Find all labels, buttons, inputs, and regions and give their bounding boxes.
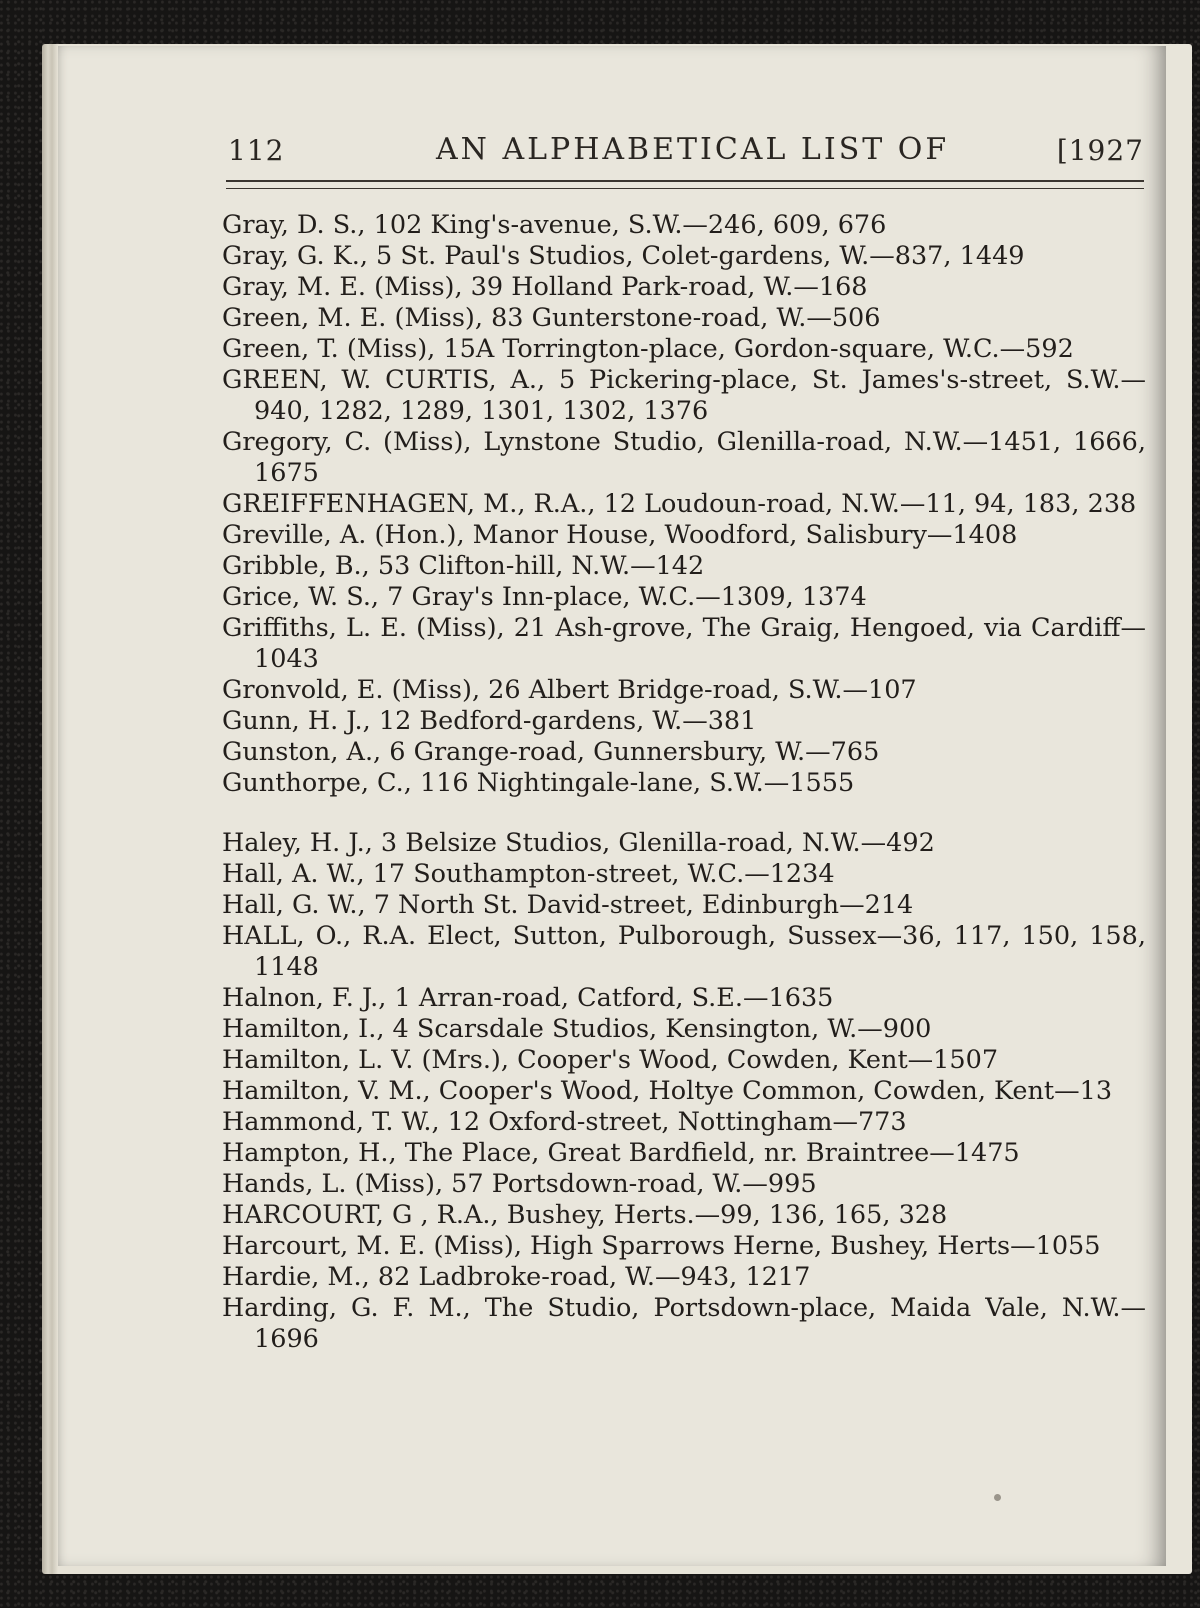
list-item: Hamilton, V. M., Cooper's Wood, Holtye Common, Cowden, Kent—13: [222, 1076, 1113, 1106]
list-item: Hamilton, I., 4 Scarsdale Studios, Kensington, W.—900: [222, 1014, 932, 1044]
list-item: Gribble, B., 53 Clifton-hill, N.W.—142: [222, 551, 705, 581]
list-item: Gunthorpe, C., 116 Nightingale-lane, S.W.—1555: [222, 768, 855, 798]
list-item: Gunston, A., 6 Grange-road, Gunnersbury, W.—765: [222, 737, 880, 767]
list-item: GREEN, W. CURTIS, A., 5 Pickering-place, St. James's-street, S.W.—940, 1282, 1289, 1301, 1302, 1376: [222, 365, 1146, 426]
list-item: Halnon, F. J., 1 Arran-road, Catford, S.E.—1635: [222, 983, 834, 1013]
list-item: HARCOURT, G , R.A., Bushey, Herts.—99, 136, 165, 328: [222, 1200, 948, 1230]
list-item: Hall, A. W., 17 Southampton-street, W.C.—1234: [222, 859, 835, 889]
list-item: Gray, G. K., 5 St. Paul's Studios, Colet-gardens, W.—837, 1449: [222, 241, 1025, 271]
list-item: GREIFFENHAGEN, M., R.A., 12 Loudoun-road, N.W.—11, 94, 183, 238: [222, 489, 1137, 519]
list-item: Greville, A. (Hon.), Manor House, Woodford, Salisbury—1408: [222, 520, 1018, 550]
section-gap: [222, 799, 1146, 828]
section-g: [222, 210, 1146, 799]
list-item: Gronvold, E. (Miss), 26 Albert Bridge-road, S.W.—107: [222, 675, 917, 705]
list-item: Hamilton, L. V. (Mrs.), Cooper's Wood, Cowden, Kent—1507: [222, 1045, 999, 1075]
directory-entries: [222, 210, 1146, 1355]
running-header: [226, 130, 1144, 174]
list-item: Gunn, H. J., 12 Bedford-gardens, W.—381: [222, 706, 757, 736]
list-item: Griffiths, L. E. (Miss), 21 Ash-grove, The Graig, Hengoed, via Cardiff—1043: [222, 613, 1146, 674]
list-item: Hands, L. (Miss), 57 Portsdown-road, W.—995: [222, 1169, 817, 1199]
header-rule: [226, 180, 1144, 182]
list-item: Hall, G. W., 7 North St. David-street, Edinburgh—214: [222, 890, 914, 920]
page-speck: [994, 1494, 1001, 1501]
list-item: Harding, G. F. M., The Studio, Portsdown-place, Maida Vale, N.W.—1696: [222, 1293, 1146, 1354]
list-item: Hampton, H., The Place, Great Bardfield, nr. Braintree—1475: [222, 1138, 1020, 1168]
list-item: Harcourt, M. E. (Miss), High Sparrows Herne, Bushey, Herts—1055: [222, 1231, 1101, 1261]
list-item: Green, T. (Miss), 15A Torrington-place, Gordon-square, W.C.—592: [222, 334, 1074, 364]
list-item: Hammond, T. W., 12 Oxford-street, Nottingham—773: [222, 1107, 907, 1137]
running-title: AN ALPHABETICAL LIST OF: [436, 132, 950, 167]
list-item: Grice, W. S., 7 Gray's Inn-place, W.C.—1309, 1374: [222, 582, 867, 612]
list-item: Haley, H. J., 3 Belsize Studios, Glenilla-road, N.W.—492: [222, 828, 935, 858]
list-item: Hardie, M., 82 Ladbroke-road, W.—943, 1217: [222, 1262, 811, 1292]
list-item: Gray, M. E. (Miss), 39 Holland Park-road, W.—168: [222, 272, 868, 302]
list-item: Green, M. E. (Miss), 83 Gunterstone-road, W.—506: [222, 303, 881, 333]
header-year: [1927: [1056, 134, 1144, 167]
list-item: HALL, O., R.A. Elect, Sutton, Pulborough, Sussex—36, 117, 150, 158, 1148: [222, 921, 1146, 982]
section-h: [222, 828, 1146, 1355]
page-number: 112: [228, 134, 285, 167]
list-item: Gregory, C. (Miss), Lynstone Studio, Glenilla-road, N.W.—1451, 1666, 1675: [222, 427, 1146, 488]
header-rule-thin: [226, 188, 1144, 189]
list-item: Gray, D. S., 102 King's-avenue, S.W.—246, 609, 676: [222, 210, 887, 240]
